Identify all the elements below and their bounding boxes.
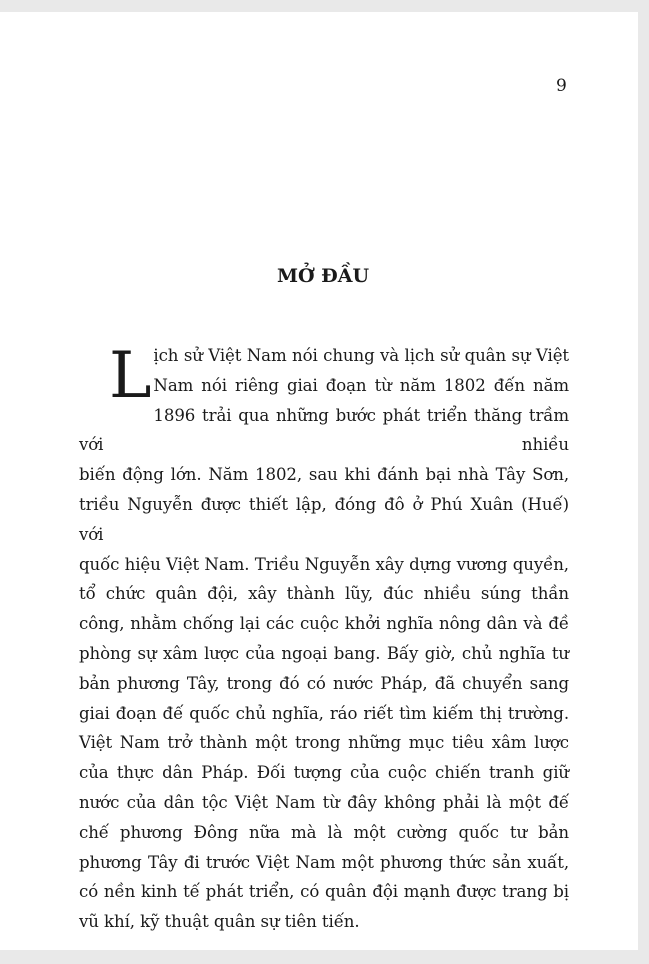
book-page: [0, 12, 638, 950]
paragraph-line: quốc hiệu Việt Nam. Triều Nguyễn xây dựng vương quyền,: [79, 554, 569, 574]
paragraph-line: Nam nói riêng giai đoạn từ năm 1802 đến năm: [153, 375, 569, 395]
paragraph-line: vũ khí, kỹ thuật quân sự tiên tiến.: [79, 912, 360, 932]
paragraph-line: nước của dân tộc Việt Nam từ đây không phải là một đế: [79, 792, 569, 812]
paragraph-line: bản phương Tây, trong đó có nước Pháp, đã chuyển sang: [79, 673, 569, 693]
drop-cap-letter: L: [109, 339, 152, 413]
paragraph-line: triều Nguyễn được thiết lập, đóng đô ở Phú Xuân (Huế) với: [79, 494, 569, 544]
paragraph-line: 1896 trải qua những bước phát triển thăng trầm với nhiều: [79, 405, 569, 455]
intro-paragraph: [79, 341, 569, 937]
paragraph-line: tổ chức quân đội, xây thành lũy, đúc nhiều súng thần: [79, 584, 569, 604]
chapter-heading: MỞ ĐẦU: [276, 265, 370, 287]
paragraph-line: Việt Nam trở thành một trong những mục tiêu xâm lược: [79, 733, 569, 753]
paragraph-line: phòng sự xâm lược của ngoại bang. Bấy giờ, chủ nghĩa tư: [79, 643, 569, 663]
page-number: 9: [556, 76, 567, 96]
paragraph-line: biến động lớn. Năm 1802, sau khi đánh bại nhà Tây Sơn,: [79, 465, 569, 485]
paragraph-line: ịch sử Việt Nam nói chung và lịch sử quân sự Việt: [153, 346, 569, 365]
paragraph-line: có nền kinh tế phát triển, có quân đội mạnh được trang bị: [79, 882, 569, 902]
paragraph-line: chế phương Đông nữa mà là một cường quốc tư bản: [79, 822, 569, 842]
paragraph-line: của thực dân Pháp. Đối tượng của cuộc chiến tranh giữ: [79, 763, 569, 783]
paragraph-line: công, nhằm chống lại các cuộc khởi nghĩa nông dân và đề: [79, 614, 569, 634]
paragraph-line: giai đoạn đế quốc chủ nghĩa, ráo riết tìm kiếm thị trường.: [79, 703, 569, 723]
paragraph-line: phương Tây đi trước Việt Nam một phương thức sản xuất,: [79, 852, 569, 872]
